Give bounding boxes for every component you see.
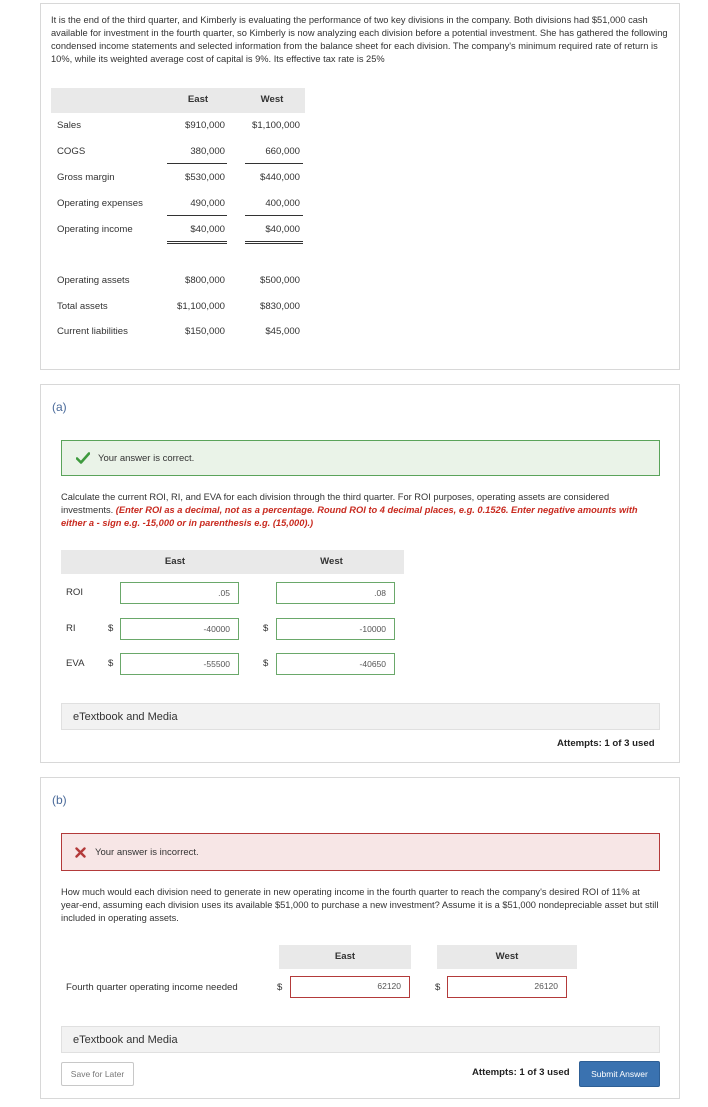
table-header-east: East [187, 94, 209, 105]
part-b-header-east: East [279, 945, 411, 969]
underline [167, 215, 227, 216]
row-label-current-liabilities: Current liabilities [57, 326, 128, 337]
row-east-operating-assets: $800,000 [184, 275, 225, 286]
part-b-east-input[interactable]: 62120 [290, 976, 410, 998]
etextbook-and-media-b[interactable]: eTextbook and Media [61, 1026, 660, 1053]
double-underline [167, 243, 227, 244]
row-east-current-liabilities: $150,000 [184, 326, 225, 337]
roi-east-input[interactable]: .05 [120, 582, 239, 604]
underline [245, 215, 303, 216]
row-east-total-assets: $1,100,000 [176, 301, 225, 312]
double-underline [245, 241, 303, 242]
part-b-header-west: West [437, 945, 577, 969]
underline [245, 163, 303, 164]
part-a-attempts: Attempts: 1 of 3 used [557, 738, 655, 749]
row-label-ri: RI [66, 623, 76, 634]
part-b-east-currency: $ [277, 982, 283, 993]
etextbook-and-media-a[interactable]: eTextbook and Media [61, 703, 660, 730]
roi-west-input[interactable]: .08 [276, 582, 395, 604]
part-a-question: Calculate the current ROI, RI, and EVA for each division through the third quarter. For ROI purposes, operating assets are considered investments. (Enter ROI as a decimal, not as a percentage. Round ROI to 4 decimal places, e.g. 0.1526. Enter negative amounts with either a - sign e.g. -15,000 or in parenthesis e.g. (15,000).) [61, 492, 638, 528]
row-label-operating-expenses: Operating expenses [57, 198, 143, 209]
eva-east-currency: $ [108, 658, 114, 669]
part-a-header-east: East [61, 550, 289, 574]
part-a-instruction: (Enter ROI as a decimal, not as a percentage. Round ROI to 4 decimal places, e.g. 0.1526. Enter negative amounts with either a - sign e.g. -15,000 or in parenthesis e.g. (15,000).) [61, 505, 638, 528]
double-underline [245, 243, 303, 244]
part-b-label: (b) [52, 793, 67, 807]
part-b-row-label: Fourth quarter operating income needed [66, 982, 238, 993]
part-b-west-input[interactable]: 26120 [447, 976, 567, 998]
underline [167, 163, 227, 164]
submit-answer-button[interactable]: Submit Answer [579, 1061, 660, 1087]
row-east-operating-income: $40,000 [190, 224, 225, 235]
part-a-card [40, 384, 680, 763]
part-b-feedback-text: Your answer is incorrect. [95, 846, 199, 858]
eva-west-input[interactable]: -40650 [276, 653, 395, 675]
double-underline [167, 241, 227, 242]
part-b-attempts: Attempts: 1 of 3 used [472, 1067, 570, 1078]
row-label-sales: Sales [57, 120, 81, 131]
row-west-operating-expenses: 400,000 [265, 198, 300, 209]
part-b-west-currency: $ [435, 982, 441, 993]
row-west-total-assets: $830,000 [259, 301, 300, 312]
row-west-gross-margin: $440,000 [259, 172, 300, 183]
part-a-label: (a) [52, 400, 67, 414]
eva-east-input[interactable]: -55500 [120, 653, 239, 675]
eva-west-currency: $ [263, 658, 269, 669]
row-east-sales: $910,000 [184, 120, 225, 131]
part-a-header-west: West [259, 550, 404, 574]
ri-east-currency: $ [108, 623, 114, 634]
part-a-feedback-text: Your answer is correct. [98, 452, 195, 464]
ri-west-currency: $ [263, 623, 269, 634]
row-label-roi: ROI [66, 587, 84, 598]
row-label-operating-assets: Operating assets [57, 275, 130, 286]
row-label-operating-income: Operating income [57, 224, 133, 235]
ri-east-input[interactable]: -40000 [120, 618, 239, 640]
row-label-total-assets: Total assets [57, 301, 108, 312]
checkmark-icon [76, 452, 90, 464]
problem-card [40, 3, 680, 370]
problem-text: It is the end of the third quarter, and Kimberly is evaluating the performance of two key divisions in the company. Both divisions had $51,000 cash available for investment in the fourth quarter, so Kimberly is now analyzing each division before a potential investment. She has gathered the following condensed income statements and selected information from the balance sheet for each division. The company's minimum required rate of return is 10%, while its weighted average cost of capital is 9%. Its effective tax rate is 25% [51, 15, 668, 64]
table-header-west: West [260, 94, 284, 105]
row-west-operating-assets: $500,000 [259, 275, 300, 286]
row-east-operating-expenses: 490,000 [190, 198, 225, 209]
row-west-sales: $1,100,000 [251, 120, 300, 131]
part-b-question: How much would each division need to generate in new operating income in the fourth quarter to reach the company's desired ROI of 11% at year-end, assuming each division uses its available $51,000 to purchase a new investment? Assume it is a $51,000 nondepreciable asset but still included in operating assets. [61, 887, 659, 923]
row-east-gross-margin: $530,000 [184, 172, 225, 183]
x-mark-icon [75, 847, 86, 858]
part-a-feedback [61, 440, 660, 476]
row-label-cogs: COGS [57, 146, 86, 157]
row-west-cogs: 660,000 [265, 146, 300, 157]
save-for-later-button[interactable]: Save for Later [61, 1062, 134, 1086]
row-label-gross-margin: Gross margin [57, 172, 115, 183]
part-b-feedback [61, 833, 660, 871]
row-west-current-liabilities: $45,000 [265, 326, 300, 337]
row-east-cogs: 380,000 [190, 146, 225, 157]
row-label-eva: EVA [66, 658, 85, 669]
row-west-operating-income: $40,000 [265, 224, 300, 235]
ri-west-input[interactable]: -10000 [276, 618, 395, 640]
part-b-card [40, 777, 680, 1099]
